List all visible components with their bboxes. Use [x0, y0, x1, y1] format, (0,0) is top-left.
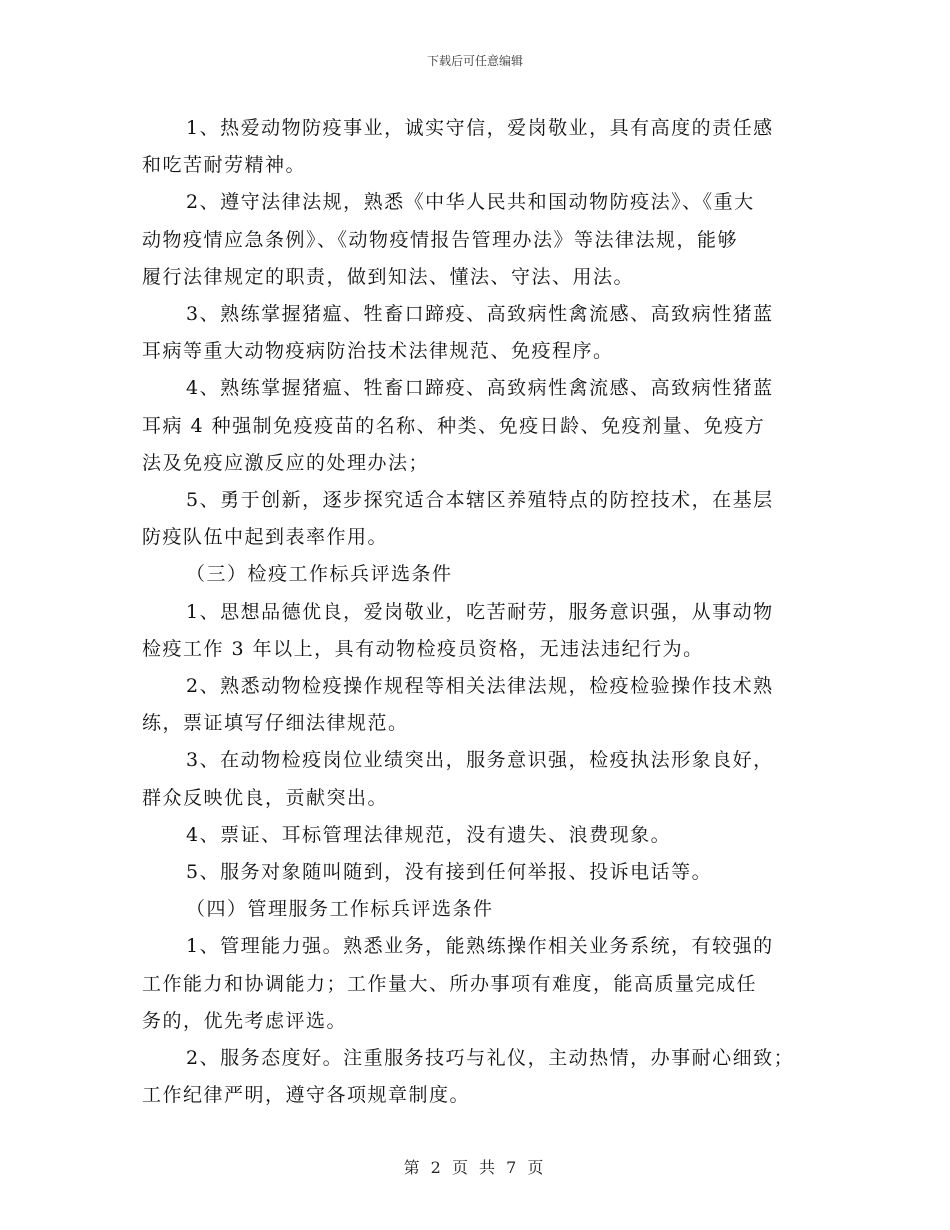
body-line: 和吃苦耐劳精神。 [142, 154, 307, 177]
body-line: 履行法律规定的职责，做到知法、懂法、守法、用法。 [142, 265, 635, 288]
page-number: 第 2 页 共 7 页 [403, 1158, 547, 1177]
body-line: 耳病 4 种强制免疫疫苗的名称、种类、免疫日龄、免疫剂量、免疫方 [142, 414, 766, 437]
body-line: 动物疫情应急条例》、《动物疫情报告管理办法》等法律法规，能够 [142, 228, 739, 251]
body-line: 5、勇于创新，逐步探究适合本辖区养殖特点的防控技术，在基层 [186, 489, 774, 512]
body-line: 4、票证、耳标管理法律规范，没有遗失、浪费现象。 [186, 823, 672, 846]
body-line: 练，票证填写仔细法律规范。 [142, 712, 409, 735]
body-line: 耳病等重大动物疫病防治技术法律规范、免疫程序。 [142, 340, 614, 363]
body-line: 群众反映优良，贡献突出。 [142, 786, 389, 809]
body-text [142, 110, 812, 1114]
body-line: 法及免疫应激反应的处理办法； [142, 451, 430, 474]
body-line: （三）检疫工作标兵评选条件 [186, 563, 453, 586]
document-body [142, 110, 812, 1114]
body-line: 2、熟悉动物检疫操作规程等相关法律法规，检疫检验操作技术熟 [186, 675, 774, 698]
body-line: 防疫队伍中起到表率作用。 [142, 526, 389, 549]
body-line: 工作纪律严明，遵守各项规章制度。 [142, 1084, 471, 1107]
body-line: 4、熟练掌握猪瘟、牲畜口蹄疫、高致病性禽流感、高致病性猪蓝 [186, 377, 774, 400]
body-line: 1、热爱动物防疫事业，诚实守信，爱岗敬业，具有高度的责任感 [186, 117, 774, 139]
body-line: 检疫工作 3 年以上，具有动物检疫员资格，无违法违纪行为。 [142, 637, 704, 660]
body-line: （四）管理服务工作标兵评选条件 [186, 898, 494, 921]
body-line: 3、在动物检疫岗位业绩突出，服务意识强，检疫执法形象良好， [186, 749, 774, 772]
body-line: 1、管理能力强。熟悉业务，能熟练操作相关业务系统，有较强的 [186, 935, 774, 958]
body-line: 务的，优先考虑评选。 [142, 1009, 348, 1032]
body-line: 3、熟练掌握猪瘟、牲畜口蹄疫、高致病性禽流感、高致病性猪蓝 [186, 303, 774, 326]
body-line: 工作能力和协调能力；工作量大、所办事项有难度，能高质量完成任 [142, 972, 758, 995]
body-line: 1、思想品德优良，爱岗敬业，吃苦耐劳，服务意识强，从事动物 [186, 600, 774, 623]
body-line: 2、遵守法律法规，熟悉《中华人民共和国动物防疫法》、《重大 [186, 191, 755, 214]
body-line: 2、服务态度好。注重服务技巧与礼仪，主动热情，办事耐心细致； [186, 1047, 795, 1070]
page-header-note: 下载后可任意编辑 [426, 54, 523, 68]
body-line: 5、服务对象随叫随到，没有接到任何举报、投诉电话等。 [186, 861, 713, 884]
